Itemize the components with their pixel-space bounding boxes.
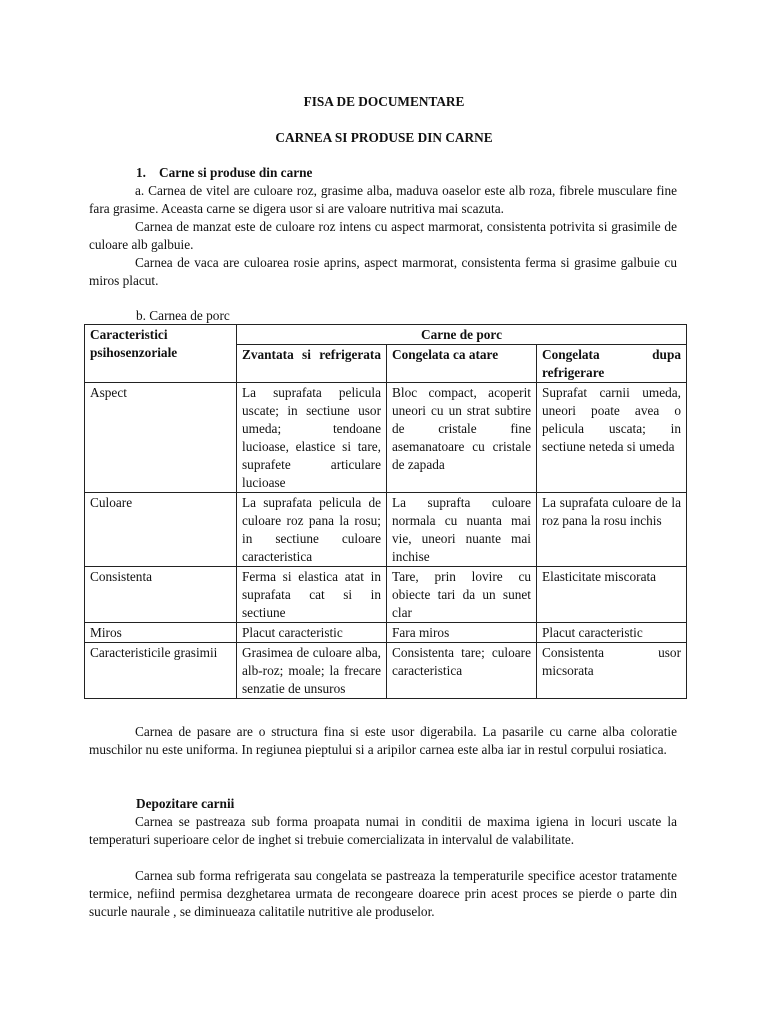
table-header-row [85,325,687,345]
row-label: Caracteristicile grasimii [85,643,237,699]
section-heading-1 [136,164,312,182]
table-cell: Fara miros [387,623,537,643]
table-row [85,383,687,493]
table-label: b. Carnea de porc [136,308,230,323]
table-row [85,493,687,567]
paragraph-vaca: Carnea de vaca are culoarea rosie aprins, aspect marmorat, consistenta ferma si grasime galbuie cu miros placut. [89,255,677,288]
row-label: Miros [85,623,237,643]
table-row [85,623,687,643]
section-number: 1. [136,165,146,180]
table-cell: La suprafata pelicula de culoare roz pana la rosu; in sectiune culoare caracteristica [237,493,387,567]
table-cell: La suprafta culoare normala cu nuanta mai vie, uneori nuante mai inchise [387,493,537,567]
table-cell: Ferma si elastica atat in suprafata cat si in sectiune [237,567,387,623]
table-cell: Bloc compact, acoperit uneori cu un strat subtire de cristale fine asemanatoare cu cristale de zapada [387,383,537,493]
column-header: Zvantata si refrigerata [237,345,387,383]
table-cell: La suprafata pelicula uscate; in sectiune usor umeda; tendoane lucioase, elastice si tare, suprafete articulare lucioase [237,383,387,493]
pork-characteristics-table [84,324,687,699]
table-cell: Placut caracteristic [537,623,687,643]
table-header-characteristics: Caracteristici psihosenzoriale [85,325,237,383]
table-row [85,643,687,699]
paragraph-vitel: a. Carnea de vitel are culoare roz, grasime alba, maduva oaselor este alb roza, fibrele musculare fine fara grasime. Aceasta carne se digera usor si are valoare nutritiva mai scazuta. [89,183,677,216]
document-title: FISA DE DOCUMENTARE [303,94,465,109]
row-label: Culoare [85,493,237,567]
table-cell: Tare, prin lovire cu obiecte tari da un sunet clar [387,567,537,623]
table-cell: Grasimea de culoare alba, alb-roz; moale; la frecare senzatie de unsuros [237,643,387,699]
table-header-group: Carne de porc [237,325,687,345]
paragraph-depozitare-1: Carnea se pastreaza sub forma proapata numai in conditii de maxima igiena in locuri uscate la temperaturi superioare celor de inghet si trebuie comercializata in intervalul de valabilitate. [89,814,677,847]
column-header: Congelata ca atare [387,345,537,383]
paragraph-pasare: Carnea de pasare are o structura fina si este usor digerabila. La pasarile cu carne alba coloratie muschilor nu este uniforma. In regiunea pieptului si a aripilor carnea este alba iar in restul corpului rosiatica. [89,724,677,757]
document-subtitle: CARNEA SI PRODUSE DIN CARNE [275,130,493,145]
section-heading-2: Depozitare carnii [136,796,235,811]
row-label: Consistenta [85,567,237,623]
table-cell: Consistenta usor micsorata [537,643,687,699]
column-header: Congelata dupa refrigerare [537,345,687,383]
paragraph-manzat: Carnea de manzat este de culoare roz intens cu aspect marmorat, consistenta potrivita si grasimile de culoare alb galbuie. [89,219,677,252]
table-row [85,567,687,623]
table-cell: La suprafata culoare de la roz pana la rosu inchis [537,493,687,567]
paragraph-depozitare-2: Carnea sub forma refrigerata sau congelata se pastreaza la temperaturile specifice acestor tratamente termice, nefiind permisa dezghetarea urmata de recongeare doarece prin acest proces se pierde o parte din sucurle naurale , se diminueaza calitatile nutritive ale produselor. [89,868,677,919]
table-cell: Placut caracteristic [237,623,387,643]
table-cell: Suprafat carnii umeda, uneori poate avea o pelicula uscata; in sectiune neteda si umeda [537,383,687,493]
table-cell: Consistenta tare; culoare caracteristica [387,643,537,699]
row-label: Aspect [85,383,237,493]
table-cell: Elasticitate miscorata [537,567,687,623]
section-heading-text: Carne si produse din carne [159,165,313,180]
